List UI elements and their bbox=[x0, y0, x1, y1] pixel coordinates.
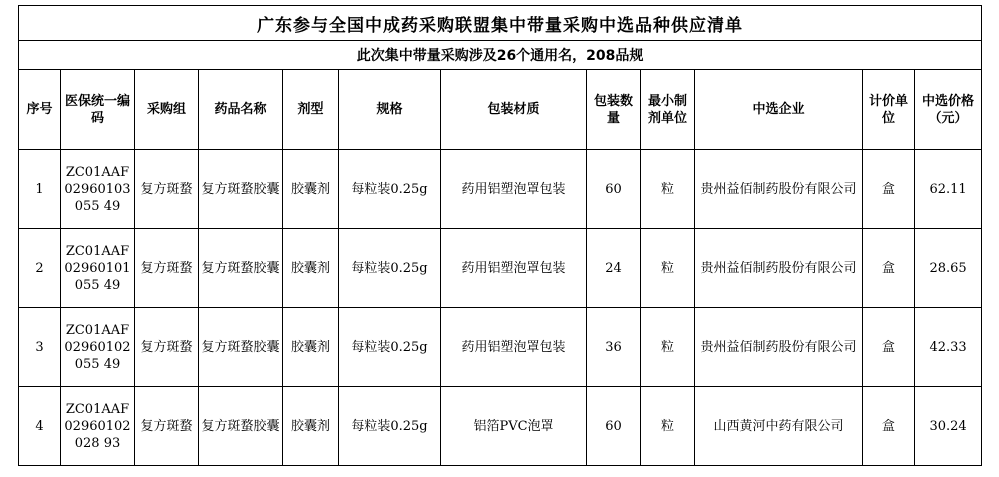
col-header-company: 中选企业 bbox=[695, 70, 863, 150]
col-header-index: 序号 bbox=[19, 70, 61, 150]
col-header-drug-name: 药品名称 bbox=[199, 70, 283, 150]
col-header-pack-qty: 包装数量 bbox=[587, 70, 641, 150]
cell-pricing-unit: 盒 bbox=[863, 308, 915, 387]
supply-list-sheet bbox=[18, 5, 981, 466]
cell-company: 贵州益佰制药股份有限公司 bbox=[695, 229, 863, 308]
table-row bbox=[19, 308, 982, 387]
cell-index: 2 bbox=[19, 229, 61, 308]
cell-code: ZC01AAF02960102028 93 bbox=[61, 387, 135, 466]
cell-pack-qty: 60 bbox=[587, 387, 641, 466]
cell-pricing-unit: 盒 bbox=[863, 387, 915, 466]
col-header-price: 中选价格（元） bbox=[915, 70, 982, 150]
cell-min-unit: 粒 bbox=[641, 308, 695, 387]
cell-packaging: 药用铝塑泡罩包装 bbox=[441, 308, 587, 387]
cell-drug-name: 复方斑蝥胶囊 bbox=[199, 150, 283, 229]
cell-spec: 每粒装0.25g bbox=[339, 229, 441, 308]
col-header-code: 医保统一编码 bbox=[61, 70, 135, 150]
supply-list-table bbox=[18, 5, 982, 466]
cell-min-unit: 粒 bbox=[641, 229, 695, 308]
cell-pricing-unit: 盒 bbox=[863, 150, 915, 229]
header-row bbox=[19, 70, 982, 150]
cell-min-unit: 粒 bbox=[641, 387, 695, 466]
cell-company: 贵州益佰制药股份有限公司 bbox=[695, 308, 863, 387]
cell-packaging: 药用铝塑泡罩包装 bbox=[441, 150, 587, 229]
cell-pack-qty: 60 bbox=[587, 150, 641, 229]
table-subtitle: 此次集中带量采购涉及26个通用名，208品规 bbox=[19, 41, 982, 70]
cell-dosage-form: 胶囊剂 bbox=[283, 150, 339, 229]
cell-group: 复方斑蝥 bbox=[135, 229, 199, 308]
col-header-spec: 规格 bbox=[339, 70, 441, 150]
cell-code: ZC01AAF02960101055 49 bbox=[61, 229, 135, 308]
cell-company: 贵州益佰制药股份有限公司 bbox=[695, 150, 863, 229]
cell-index: 4 bbox=[19, 387, 61, 466]
cell-price: 28.65 bbox=[915, 229, 982, 308]
cell-dosage-form: 胶囊剂 bbox=[283, 308, 339, 387]
cell-price: 30.24 bbox=[915, 387, 982, 466]
cell-index: 1 bbox=[19, 150, 61, 229]
col-header-dosage-form: 剂型 bbox=[283, 70, 339, 150]
cell-group: 复方斑蝥 bbox=[135, 308, 199, 387]
cell-packaging: 药用铝塑泡罩包装 bbox=[441, 229, 587, 308]
cell-group: 复方斑蝥 bbox=[135, 150, 199, 229]
cell-drug-name: 复方斑蝥胶囊 bbox=[199, 387, 283, 466]
col-header-group: 采购组 bbox=[135, 70, 199, 150]
cell-company: 山西黄河中药有限公司 bbox=[695, 387, 863, 466]
cell-code: ZC01AAF02960102055 49 bbox=[61, 308, 135, 387]
cell-price: 62.11 bbox=[915, 150, 982, 229]
cell-min-unit: 粒 bbox=[641, 150, 695, 229]
cell-price: 42.33 bbox=[915, 308, 982, 387]
cell-pack-qty: 24 bbox=[587, 229, 641, 308]
cell-spec: 每粒装0.25g bbox=[339, 150, 441, 229]
table-row bbox=[19, 387, 982, 466]
cell-group: 复方斑蝥 bbox=[135, 387, 199, 466]
col-header-packaging: 包装材质 bbox=[441, 70, 587, 150]
cell-pricing-unit: 盒 bbox=[863, 229, 915, 308]
cell-code: ZC01AAF02960103055 49 bbox=[61, 150, 135, 229]
table-row bbox=[19, 229, 982, 308]
cell-packaging: 铝箔PVC泡罩 bbox=[441, 387, 587, 466]
cell-dosage-form: 胶囊剂 bbox=[283, 229, 339, 308]
col-header-pricing-unit: 计价单位 bbox=[863, 70, 915, 150]
cell-index: 3 bbox=[19, 308, 61, 387]
table-row bbox=[19, 150, 982, 229]
cell-dosage-form: 胶囊剂 bbox=[283, 387, 339, 466]
cell-drug-name: 复方斑蝥胶囊 bbox=[199, 229, 283, 308]
cell-drug-name: 复方斑蝥胶囊 bbox=[199, 308, 283, 387]
table-title: 广东参与全国中成药采购联盟集中带量采购中选品种供应清单 bbox=[19, 6, 982, 41]
cell-pack-qty: 36 bbox=[587, 308, 641, 387]
cell-spec: 每粒装0.25g bbox=[339, 387, 441, 466]
cell-spec: 每粒装0.25g bbox=[339, 308, 441, 387]
col-header-min-unit: 最小制剂单位 bbox=[641, 70, 695, 150]
